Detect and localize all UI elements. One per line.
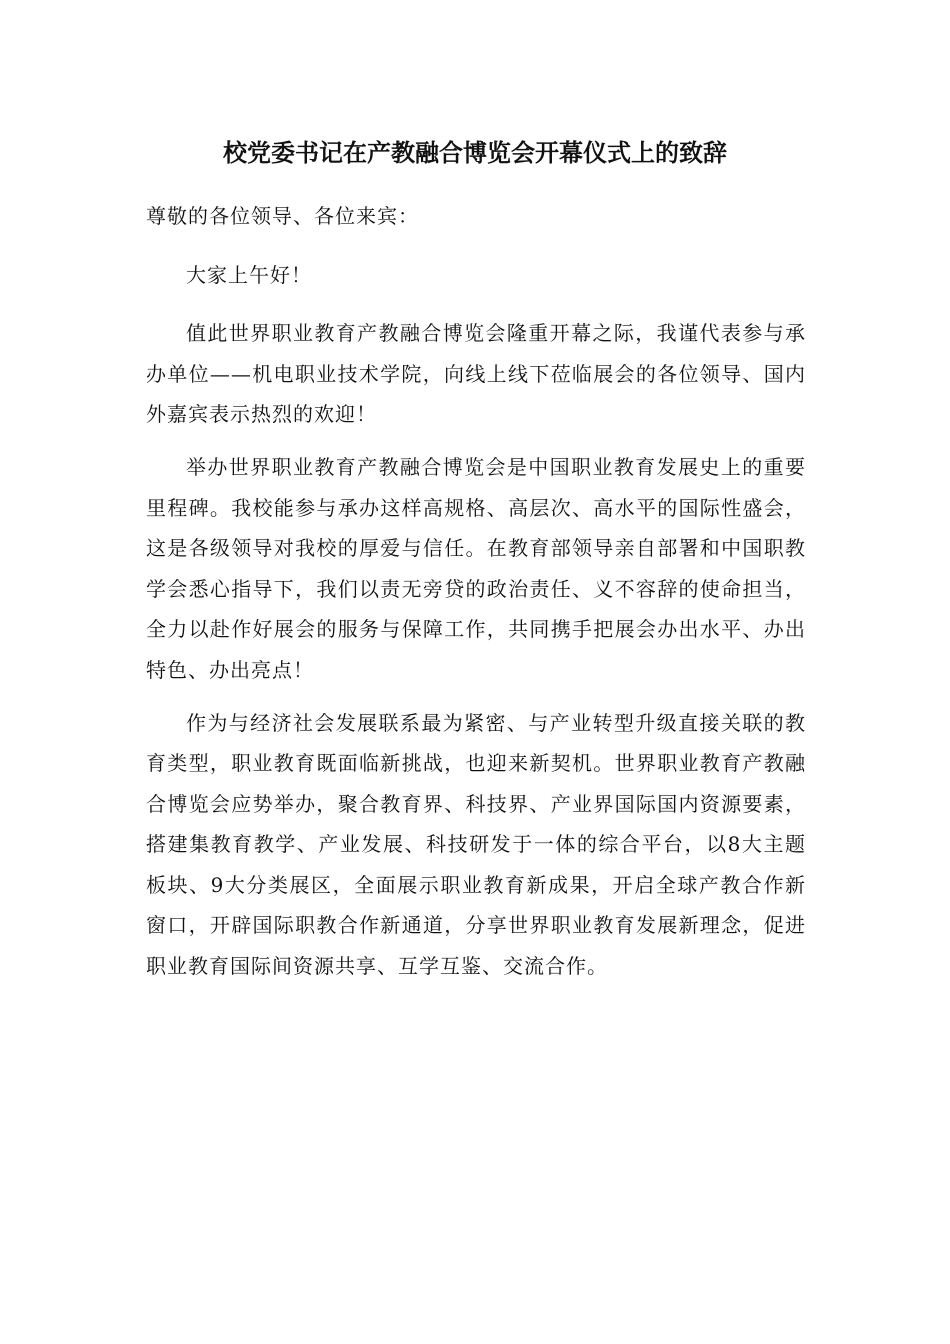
paragraph: 值此世界职业教育产教融合博览会隆重开幕之际，我谨代表参与承办单位——机电职业技术学院，向线上线下莅临展会的各位领导、国内外嘉宾表示热烈的欢迎！	[146, 321, 806, 426]
document-body	[146, 196, 806, 999]
paragraph: 作为与经济社会发展联系最为紧密、与产业转型升级直接关联的教育类型，职业教育既面临新挑战，也迎来新契机。世界职业教育产教融合博览会应势举办，聚合教育界、科技界、产业界国际国内资源要素，搭建集教育教学、产业发展、科技研发于一体的综合平台，以8大主题板块、9大分类展区，全面展示职业教育新成果，开启全球产教合作新窗口，开辟国际职教合作新通道，分享世界职业教育发展新理念，促进职业教育国际间资源共享、互学互鉴、交流合作。	[146, 710, 806, 978]
paragraph: 举办世界职业教育产教融合博览会是中国职业教育发展史上的重要里程碑。我校能参与承办这样高规格、高层次、高水平的国际性盛会，这是各级领导对我校的厚爱与信任。在教育部领导亲自部署和中国职教学会悉心指导下，我们以责无旁贷的政治责任、义不容辞的使命担当，全力以赴作好展会的服务与保障工作，共同携手把展会办出水平、办出特色、办出亮点！	[146, 455, 806, 682]
greeting: 大家上午好！	[186, 262, 312, 287]
salutation: 尊敬的各位领导、各位来宾：	[146, 204, 419, 228]
document-title: 校党委书记在产教融合博览会开幕仪式上的致辞	[223, 138, 727, 167]
